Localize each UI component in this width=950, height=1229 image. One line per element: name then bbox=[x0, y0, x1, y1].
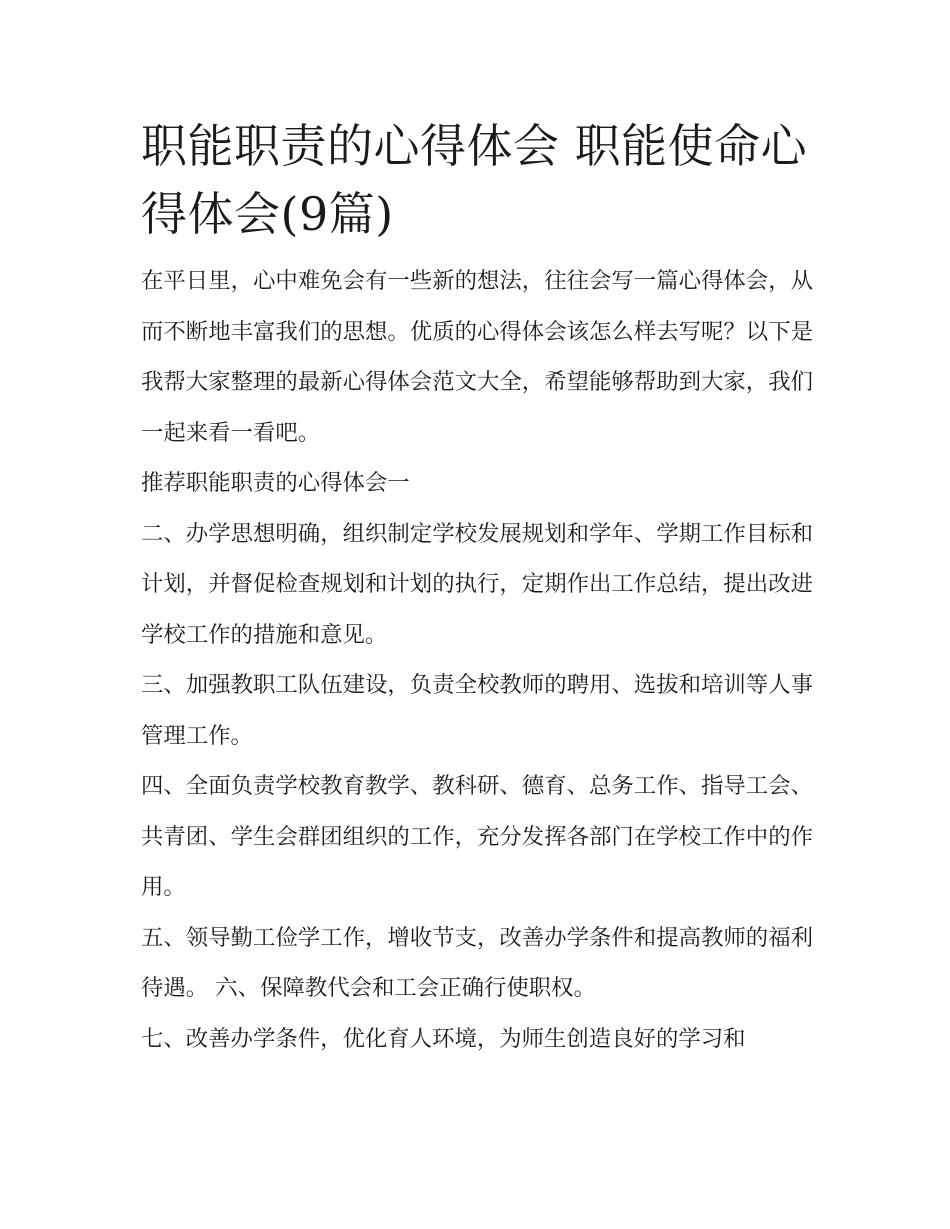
list-item: 七、改善办学条件，优化育人环境，为师生创造良好的学习和 bbox=[141, 1025, 746, 1052]
list-item: 三、加强教职工队伍建设，负责全校教师的聘用、选拔和培训等人事管理工作。 bbox=[141, 672, 813, 749]
list-item: 五、领导勤工俭学工作，增收节支，改善办学条件和提高教师的福利待遇。 六、保障教代会和工会正确行使职权。 bbox=[141, 924, 813, 1001]
list-item: 四、全面负责学校教育教学、教科研、德育、总务工作、指导工会、共青团、学生会群团组织的工作，充分发挥各部门在学校工作中的作用。 bbox=[141, 773, 813, 900]
document-body bbox=[141, 112, 813, 1064]
section-heading: 推荐职能职责的心得体会一 bbox=[141, 470, 410, 496]
intro-paragraph: 在平日里，心中难免会有一些新的想法，往往会写一篇心得体会，从而不断地丰富我们的思想。优质的心得体会该怎么样去写呢？以下是我帮大家整理的最新心得体会范文大全，希望能够帮助到大家，我们一起来看一看吧。 bbox=[141, 268, 813, 446]
document-title: 职能职责的心得体会 职能使命心得体会(9篇) bbox=[141, 119, 808, 241]
list-item: 二、办学思想明确，组织制定学校发展规划和学年、学期工作目标和计划，并督促检查规划和计划的执行，定期作出工作总结，提出改进学校工作的措施和意见。 bbox=[141, 520, 813, 648]
